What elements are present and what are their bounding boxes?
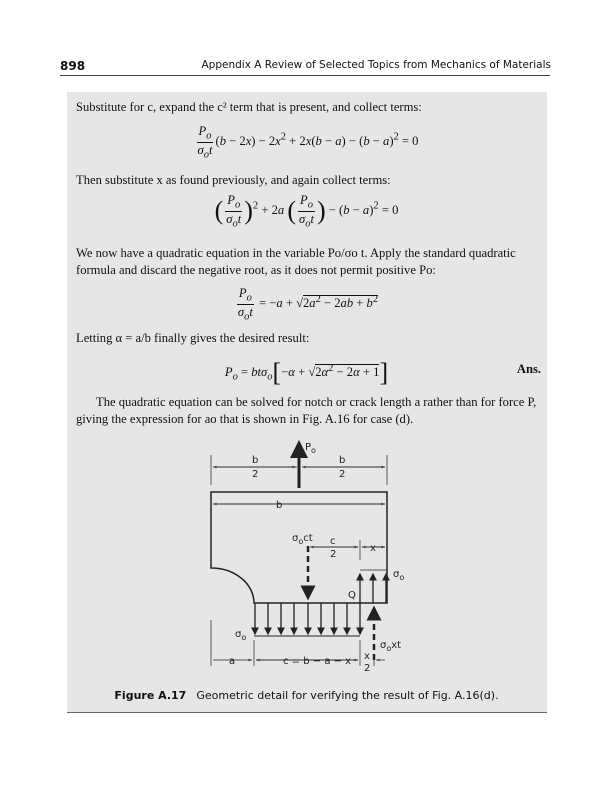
label-so-right: $\sigma_o$	[393, 569, 405, 582]
answer-label: Ans.	[516, 362, 541, 376]
label-soct: $\sigma_oct$	[292, 533, 313, 546]
label-c: c	[330, 536, 336, 547]
paragraph-2: Then substitute x as found previously, and again collect terms:	[76, 173, 391, 187]
stress-arrows-up	[360, 574, 386, 603]
paragraph-3: We now have a quadratic equation in the variable Po/σo t. Apply the standard quadratic formula and discard the negative root, as it does not permit positive Po:	[76, 246, 516, 277]
label-soxt: $\sigma_oxt$	[380, 640, 402, 653]
figure-caption	[0, 689, 613, 702]
equation-4: $P_o = bt\sigma_o[-\alpha + √2\alpha^2 - 2\alpha + 1]$	[224, 358, 389, 387]
label-b: b	[276, 500, 283, 511]
running-head: Appendix A Review of Selected Topics from Mechanics of Materials	[201, 59, 551, 71]
label-q: Q	[348, 590, 356, 601]
caption-text: Geometric detail for verifying the result of Fig. A.16(d).	[196, 689, 499, 702]
paragraph-5: The quadratic equation can be solved for notch or crack length a rather than for force P, giving the expression for ao that is shown in Fig. A.16 for case (d).	[76, 395, 537, 426]
label-a: a	[229, 656, 236, 667]
paragraph-1: Substitute for c, expand the c² term that is present, and collect terms:	[76, 100, 422, 114]
label-c-den: 2	[330, 549, 337, 560]
label-b-half-den: 2	[252, 469, 259, 480]
equation-3: $\frac{P_o}{\sigma_ot}$ = $-a + √2a^2 - 2ab + b^2$	[237, 286, 379, 323]
label-x-half-num: x	[364, 651, 370, 662]
equation-1: $\frac{P_o}{\sigma_ot}$ $(b - 2x) - 2x^2 + 2x(b - a) - (b - a)^2 = 0$	[197, 124, 419, 161]
label-b-half-num: b	[252, 455, 259, 466]
label-so-left: $\sigma_o$	[235, 629, 247, 642]
label-x-half-den: 2	[364, 663, 371, 674]
label-c-eq: c = b − a − x	[283, 656, 352, 667]
label-b-half-den-2: 2	[339, 469, 346, 480]
caption-label: Figure A.17	[114, 689, 187, 702]
paragraph-4: Letting α = a/b finally gives the desired result:	[76, 331, 310, 345]
equation-2: ( $\frac{P_o}{\sigma_ot}$ )$^2$ + 2a ( $\frac{P_o}{\sigma_ot}$ ) − $(b - a)^2 = 0$	[214, 193, 399, 230]
stress-arrows-down	[255, 603, 360, 634]
page-number: 898	[60, 59, 86, 73]
label-x: x	[370, 543, 376, 554]
label-po: $P_o$	[305, 442, 316, 455]
label-b-half-num-2: b	[339, 455, 346, 466]
